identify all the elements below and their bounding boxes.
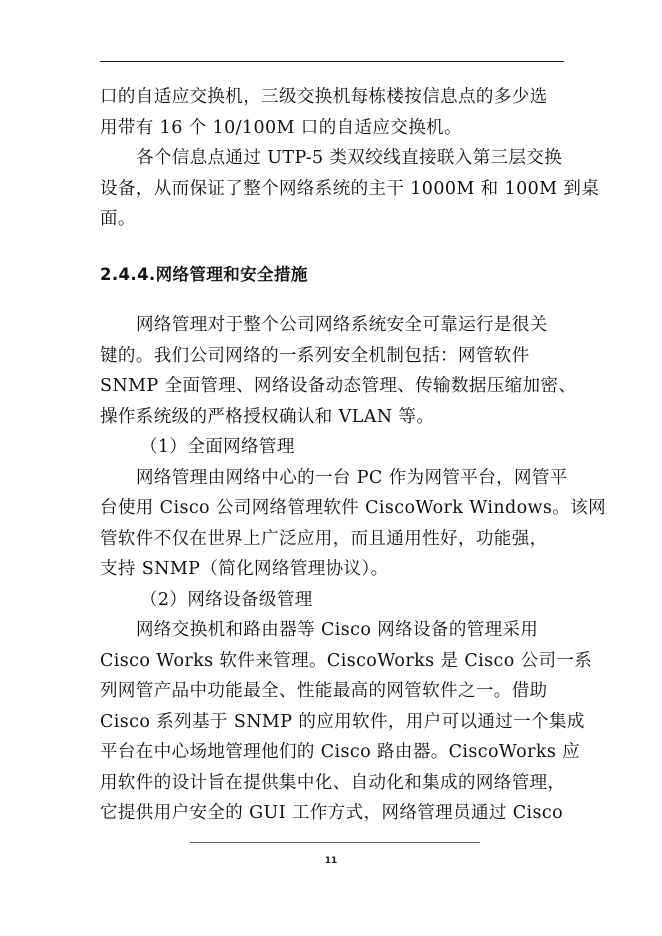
list-item-label: （2）网络设备级管理 xyxy=(140,589,313,610)
section-heading: 2.4.4.网络管理和安全措施 xyxy=(100,264,308,284)
text-line: 各个信息点通过 UTP-5 类双绞线直接联入第三层交换 xyxy=(136,148,563,168)
text-line: 用带有 16 个 10/100M 口的自适应交换机。 xyxy=(100,117,462,138)
text-line: 口的自适应交换机，三级交换机每栋楼按信息点的多少选 xyxy=(100,87,548,107)
footer-rule xyxy=(190,842,480,843)
text-line: 台使用 Cisco 公司网络管理软件 CiscoWork Windows。该网 xyxy=(100,498,607,518)
list-item-label: （1）全面网络管理 xyxy=(140,437,295,457)
text-line: 列网管产品中功能最全、性能最高的网管软件之一。借助 xyxy=(100,681,548,701)
text-line: 网络管理对于整个公司网络系统安全可靠运行是很关 xyxy=(136,315,548,335)
text-line: 设备，从而保证了整个网络系统的主干 1000M 和 100M 到桌 xyxy=(100,178,600,199)
list-item-full-management xyxy=(100,432,570,463)
intro-paragraph xyxy=(100,82,570,143)
text-line: 键的。我们公司网络的一系列安全机制包括：网管软件 xyxy=(100,345,530,366)
text-line: 管软件不仅在世界上广泛应用，而且通用性好，功能强， xyxy=(100,528,548,549)
list-item-device-management xyxy=(100,585,570,616)
header-rule xyxy=(100,61,564,62)
text-line: 它提供用户安全的 GUI 工作方式，网络管理员通过 Cisco xyxy=(100,803,564,823)
full-management-paragraph xyxy=(100,463,607,585)
text-line: SNMP 全面管理、网络设备动态管理、传输数据压缩加密、 xyxy=(100,376,577,396)
security-paragraph xyxy=(100,310,577,432)
text-line: 操作系统级的严格授权确认和 VLAN 等。 xyxy=(100,406,435,427)
text-line: 支持 SNMP（简化网络管理协议）。 xyxy=(100,559,389,579)
text-line: Cisco 系列基于 SNMP 的应用软件，用户可以通过一个集成 xyxy=(100,711,585,732)
device-management-paragraph xyxy=(100,615,593,829)
access-paragraph xyxy=(100,143,600,235)
text-line: 面。 xyxy=(100,209,136,229)
text-line: 网络管理由网络中心的一台 PC 作为网管平台，网管平 xyxy=(136,467,568,488)
text-line: 用软件的设计旨在提供集中化、自动化和集成的网络管理， xyxy=(100,772,566,793)
document-body xyxy=(100,82,607,829)
text-line: 平台在中心场地管理他们的 Cisco 路由器。CiscoWorks 应 xyxy=(100,742,581,762)
text-line: Cisco Works 软件来管理。CiscoWorks 是 Cisco 公司一系 xyxy=(100,650,593,671)
text-line: 网络交换机和路由器等 Cisco 网络设备的管理采用 xyxy=(136,620,539,640)
page-number: 11 xyxy=(324,856,338,866)
